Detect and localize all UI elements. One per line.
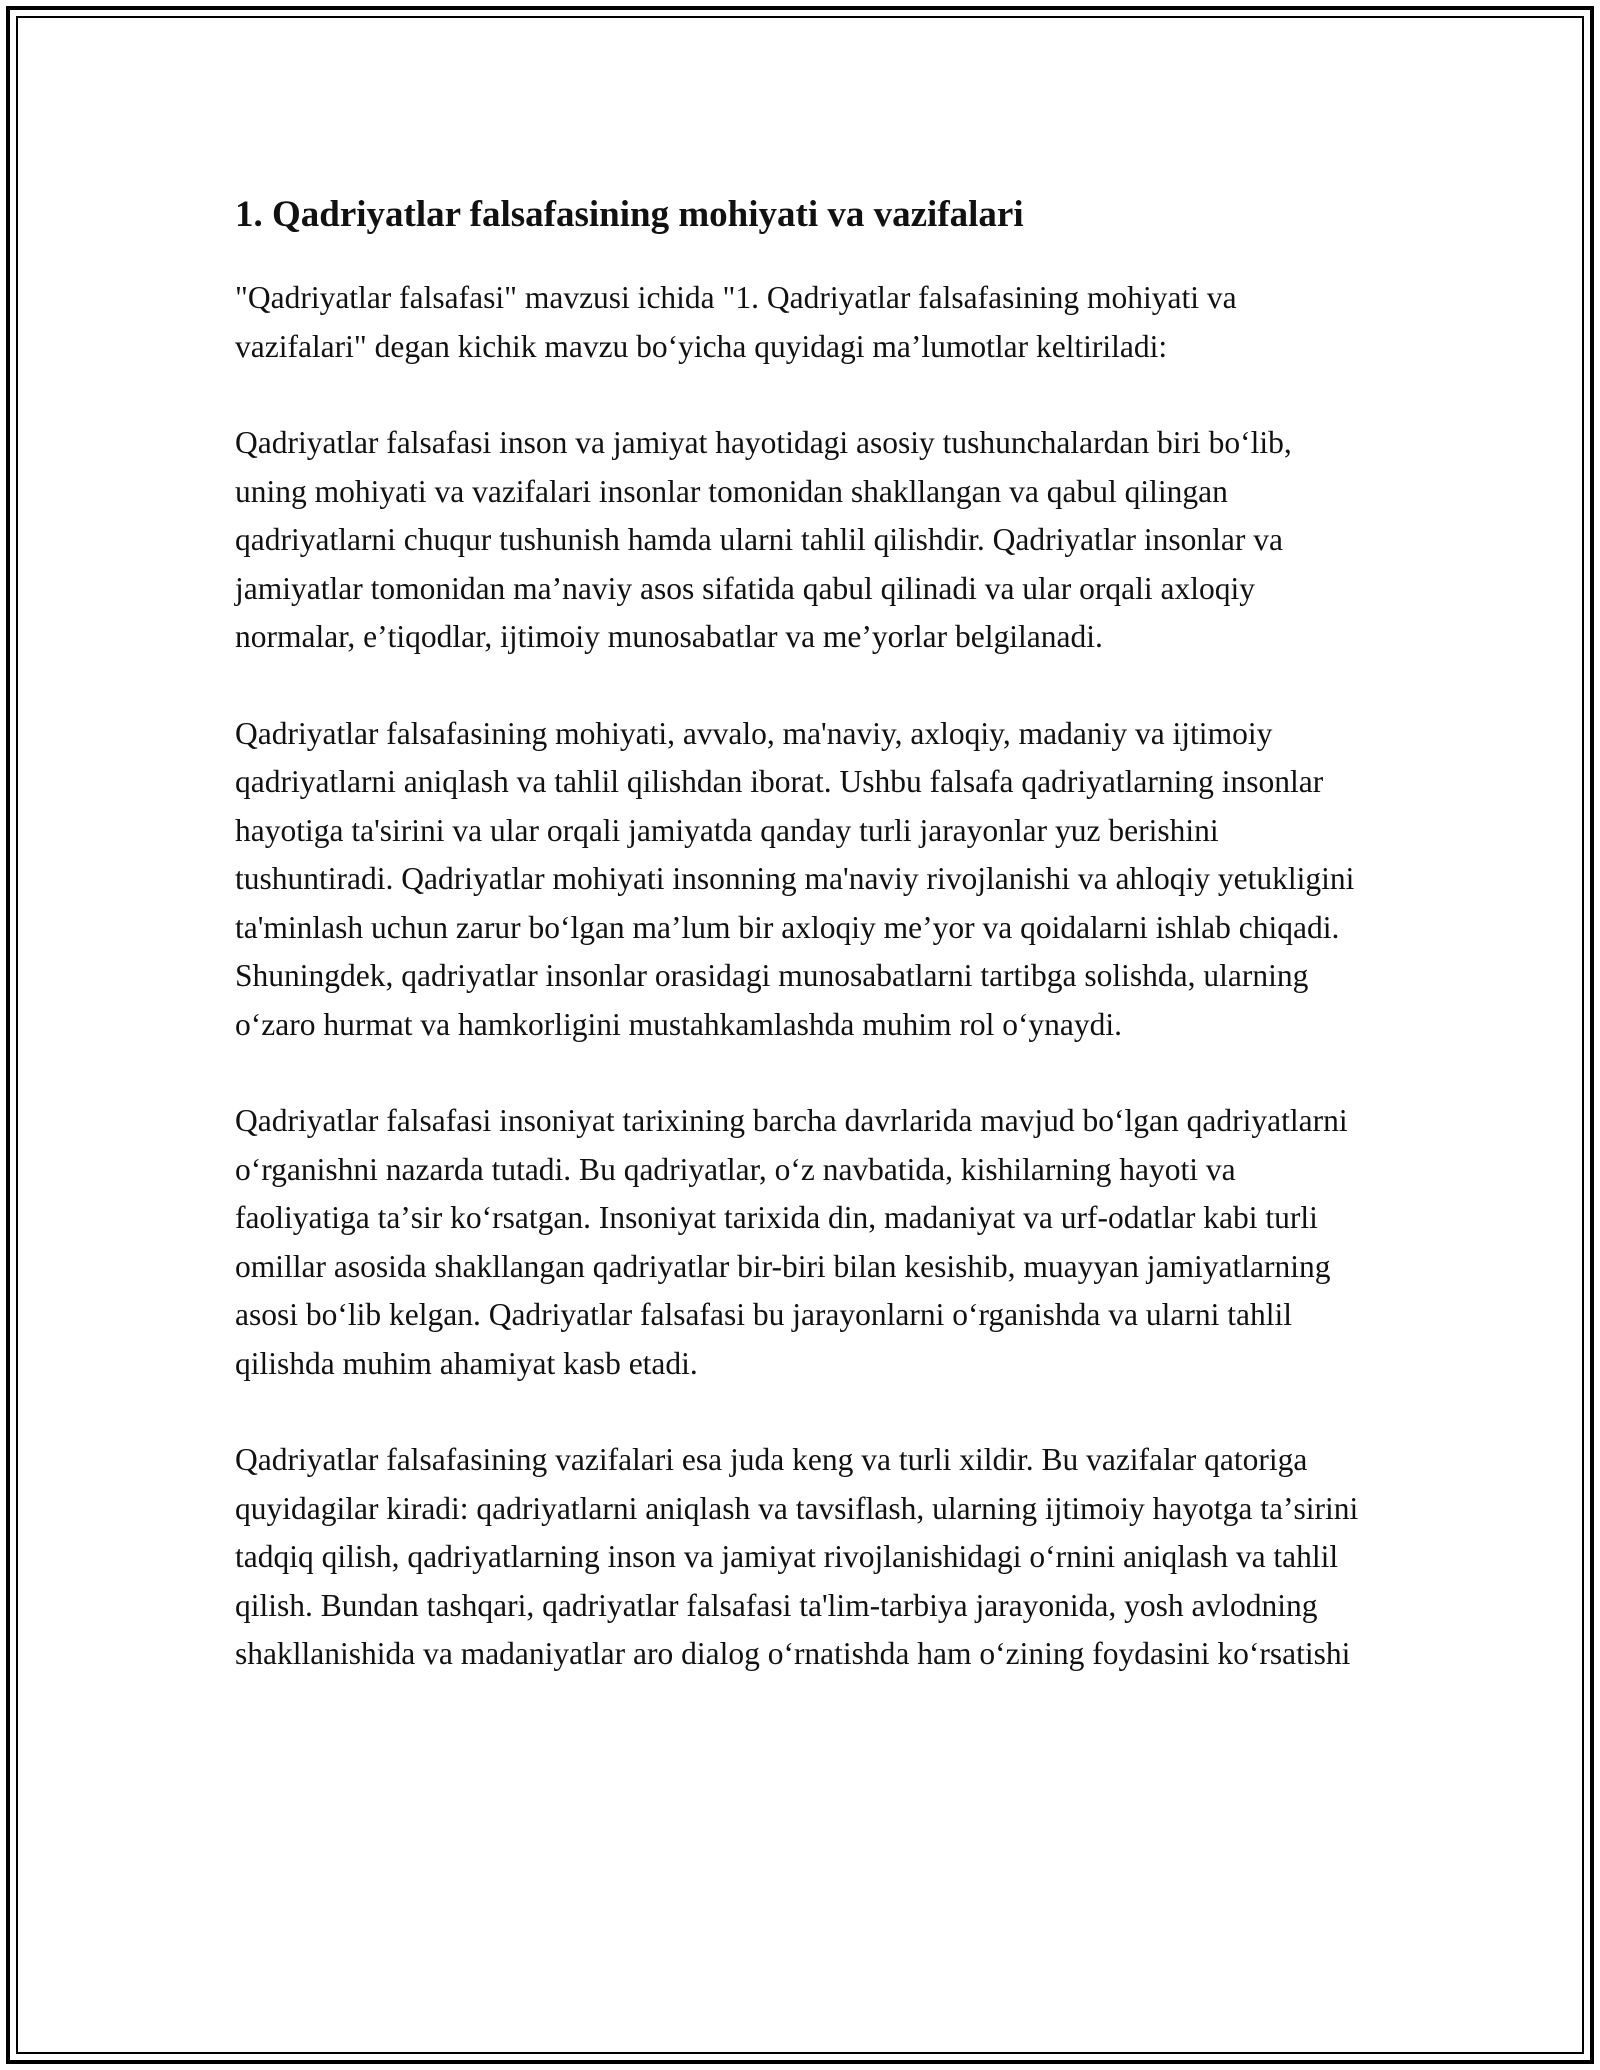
document-body [235, 186, 1365, 1727]
paragraph: Qadriyatlar falsafasi insoniyat tarixining barcha davrlarida mavjud boʻlgan qadriyatlarni oʻrganishni nazarda tutadi. Bu qadriyatlar, oʻz navbatida, kishilarning hayoti va faoliyatiga taʼsir koʻrsatgan. Insoniyat tarixida din, madaniyat va urf-odatlar kabi turli omillar asosida shakllangan qadriyatlar bir-biri bilan kesishib, muayyan jamiyatlarning asosi boʻlib kelgan. Qadriyatlar falsafasi bu jarayonlarni oʻrganishda va ularni tahlil qilishda muhim ahamiyat kasb etadi. [235, 1103, 1348, 1381]
paragraph: Qadriyatlar falsafasi inson va jamiyat hayotidagi asosiy tushunchalardan biri boʻlib, uning mohiyati va vazifalari insonlar tomonidan shakllangan va qabul qilingan qadriyatlarni chuqur tushunish hamda ularni tahlil qilishdir. Qadriyatlar insonlar va jamiyatlar tomonidan maʼnaviy asos sifatida qabul qilinadi va ular orqali axloqiy normalar, eʼtiqodlar, ijtimoiy munosabatlar va meʼyorlar belgilanadi. [235, 425, 1292, 654]
paragraph: Qadriyatlar falsafasining mohiyati, avvalo, ma'naviy, axloqiy, madaniy va ijtimoiy qadriyatlarni aniqlash va tahlil qilishdan iborat. Ushbu falsafa qadriyatlarning insonlar hayotiga ta'sirini va ular orqali jamiyatda qanday turli jarayonlar yuz berishini tushuntiradi. Qadriyatlar mohiyati insonning ma'naviy rivojlanishi va ahloqiy yetukligini ta'minlash uchun zarur boʻlgan maʼlum bir axloqiy meʼyor va qoidalarni ishlab chiqadi. Shuningdek, qadriyatlar insonlar orasidagi munosabatlarni tartibga solishda, ularning oʻzaro hurmat va hamkorligini mustahkamlashda muhim rol oʻynaydi. [235, 715, 1355, 1042]
intro-paragraph: "Qadriyatlar falsafasi" mavzusi ichida "1. Qadriyatlar falsafasining mohiyati va vazifalari" degan kichik mavzu boʻyicha quyidagi maʼlumotlar keltiriladi: [235, 280, 1237, 364]
section-heading: 1. Qadriyatlar falsafasining mohiyati va vazifalari [235, 194, 1024, 235]
paragraph: Qadriyatlar falsafasining vazifalari esa juda keng va turli xildir. Bu vazifalar qatoriga quyidagilar kiradi: qadriyatlarni aniqlash va tavsiflash, ularning ijtimoiy hayotga taʼsirini tadqiq qilish, qadriyatlarning inson va jamiyat rivojlanishidagi oʻrnini aniqlash va tahlil qilish. Bundan tashqari, qadriyatlar falsafasi ta'lim-tarbiya jarayonida, yosh avlodning shakllanishida va madaniyatlar aro dialog oʻrnatishda ham oʻzining foydasini koʻrsatishi [235, 1442, 1359, 1671]
